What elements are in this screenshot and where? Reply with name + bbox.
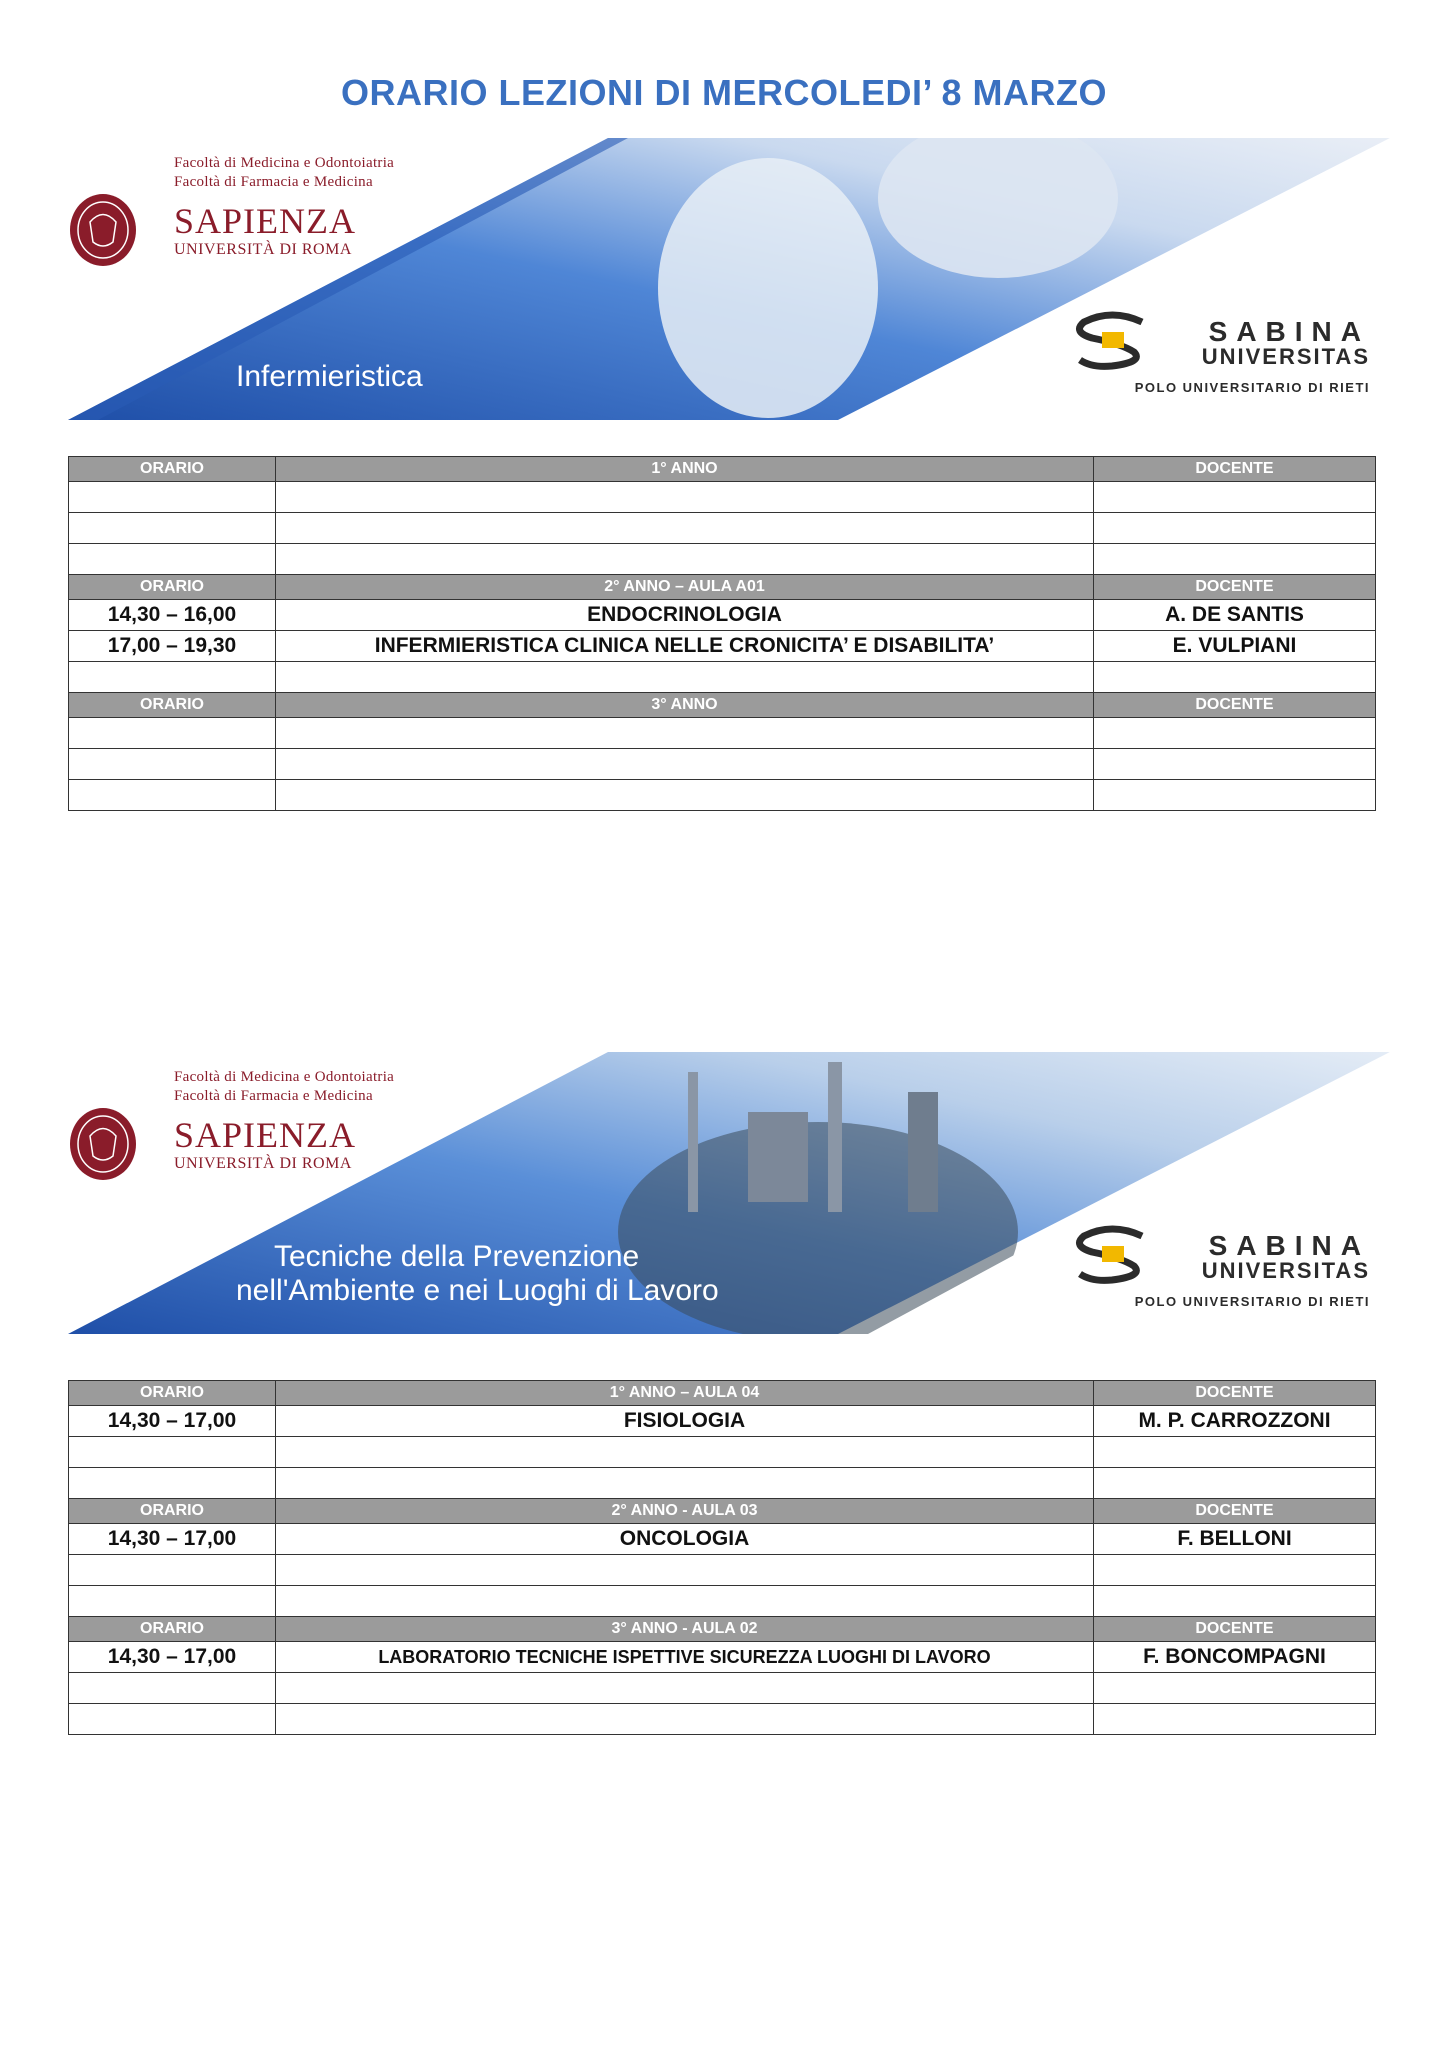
university-sub: UNIVERSITÀ DI ROMA bbox=[174, 241, 352, 258]
faculty-line1: Facoltà di Medicina e Odontoiatria bbox=[174, 155, 395, 171]
header-docente: DOCENTE bbox=[1094, 1499, 1376, 1524]
table-row bbox=[69, 1586, 1376, 1617]
sabina-logo-icon bbox=[1072, 1224, 1152, 1284]
cell-materia bbox=[276, 482, 1094, 513]
cell-materia: FISIOLOGIA bbox=[276, 1406, 1094, 1437]
sapienza-seal-icon bbox=[68, 1106, 138, 1182]
header-docente: DOCENTE bbox=[1094, 457, 1376, 482]
cell-docente bbox=[1094, 662, 1376, 693]
cell-orario bbox=[69, 482, 276, 513]
banner-infermieristica bbox=[68, 138, 1390, 420]
cell-docente bbox=[1094, 1704, 1376, 1735]
cell-orario: 14,30 – 17,00 bbox=[69, 1406, 276, 1437]
cell-docente bbox=[1094, 513, 1376, 544]
course-title-line1: Tecniche della Prevenzione bbox=[274, 1240, 640, 1273]
table-row bbox=[69, 1406, 1376, 1437]
table-row bbox=[69, 780, 1376, 811]
cell-materia bbox=[276, 749, 1094, 780]
schedule-table-tecniche-prevenzione bbox=[68, 1380, 1376, 1735]
cell-orario: 14,30 – 16,00 bbox=[69, 600, 276, 631]
university-name: SAPIENZA bbox=[174, 201, 357, 241]
cell-materia: ONCOLOGIA bbox=[276, 1524, 1094, 1555]
faculty-line2: Facoltà di Farmacia e Medicina bbox=[174, 174, 373, 190]
cell-orario bbox=[69, 1555, 276, 1586]
cell-orario bbox=[69, 718, 276, 749]
header-docente: DOCENTE bbox=[1094, 1617, 1376, 1642]
cell-docente bbox=[1094, 482, 1376, 513]
header-orario: ORARIO bbox=[69, 693, 276, 718]
cell-materia bbox=[276, 1704, 1094, 1735]
table-row bbox=[69, 513, 1376, 544]
header-orario: ORARIO bbox=[69, 1381, 276, 1406]
header-orario: ORARIO bbox=[69, 457, 276, 482]
table-header-row bbox=[69, 693, 1376, 718]
cell-materia bbox=[276, 662, 1094, 693]
table-header-row bbox=[69, 1381, 1376, 1406]
cell-docente bbox=[1094, 544, 1376, 575]
cell-materia: LABORATORIO TECNICHE ISPETTIVE SICUREZZA LUOGHI DI LAVORO bbox=[276, 1642, 1094, 1673]
cell-docente bbox=[1094, 1555, 1376, 1586]
table-row bbox=[69, 1468, 1376, 1499]
header-anno: 1° ANNO – AULA 04 bbox=[276, 1381, 1094, 1406]
faculty-line2: Facoltà di Farmacia e Medicina bbox=[174, 1088, 373, 1104]
table-row bbox=[69, 482, 1376, 513]
cell-docente bbox=[1094, 1468, 1376, 1499]
cell-docente bbox=[1094, 1437, 1376, 1468]
header-orario: ORARIO bbox=[69, 1617, 276, 1642]
partner-name1: SABINA bbox=[1208, 1230, 1370, 1261]
cell-materia bbox=[276, 780, 1094, 811]
cell-docente: F. BELLONI bbox=[1094, 1524, 1376, 1555]
table-row bbox=[69, 1704, 1376, 1735]
partner-name1: SABINA bbox=[1208, 316, 1370, 347]
cell-orario bbox=[69, 544, 276, 575]
table-row bbox=[69, 1437, 1376, 1468]
table-header-row bbox=[69, 1617, 1376, 1642]
cell-materia: INFERMIERISTICA CLINICA NELLE CRONICITA’ E DISABILITA’ bbox=[276, 631, 1094, 662]
cell-materia bbox=[276, 513, 1094, 544]
cell-docente: F. BONCOMPAGNI bbox=[1094, 1642, 1376, 1673]
cell-materia bbox=[276, 1468, 1094, 1499]
sabina-logo-icon bbox=[1072, 310, 1152, 370]
cell-materia bbox=[276, 1437, 1094, 1468]
course-title-line2: nell'Ambiente e nei Luoghi di Lavoro bbox=[236, 1274, 719, 1307]
cell-docente bbox=[1094, 780, 1376, 811]
faculty-line1: Facoltà di Medicina e Odontoiatria bbox=[174, 1069, 395, 1085]
cell-docente: A. DE SANTIS bbox=[1094, 600, 1376, 631]
cell-orario bbox=[69, 1437, 276, 1468]
table-row bbox=[69, 1642, 1376, 1673]
header-anno: 2° ANNO - AULA 03 bbox=[276, 1499, 1094, 1524]
table-row bbox=[69, 631, 1376, 662]
cell-orario bbox=[69, 749, 276, 780]
header-anno: 3° ANNO - AULA 02 bbox=[276, 1617, 1094, 1642]
course-title-1: Infermieristica bbox=[236, 360, 423, 393]
header-docente: DOCENTE bbox=[1094, 575, 1376, 600]
header-docente: DOCENTE bbox=[1094, 1381, 1376, 1406]
cell-orario: 14,30 – 17,00 bbox=[69, 1524, 276, 1555]
cell-orario bbox=[69, 1468, 276, 1499]
cell-orario bbox=[69, 1704, 276, 1735]
cell-materia bbox=[276, 718, 1094, 749]
cell-docente: E. VULPIANI bbox=[1094, 631, 1376, 662]
university-name: SAPIENZA bbox=[174, 1115, 357, 1155]
table-header-row bbox=[69, 457, 1376, 482]
table-row bbox=[69, 1673, 1376, 1704]
table-row bbox=[69, 1524, 1376, 1555]
header-docente: DOCENTE bbox=[1094, 693, 1376, 718]
partner-name2: UNIVERSITAS bbox=[1201, 1258, 1370, 1283]
schedule-table-infermieristica bbox=[68, 456, 1376, 811]
partner-name3: POLO UNIVERSITARIO DI RIETI bbox=[1134, 1294, 1370, 1309]
cell-docente bbox=[1094, 718, 1376, 749]
cell-orario bbox=[69, 662, 276, 693]
table-row bbox=[69, 662, 1376, 693]
university-sub: UNIVERSITÀ DI ROMA bbox=[174, 1155, 352, 1172]
cell-orario: 17,00 – 19,30 bbox=[69, 631, 276, 662]
cell-orario bbox=[69, 780, 276, 811]
cell-docente: M. P. CARROZZONI bbox=[1094, 1406, 1376, 1437]
header-orario: ORARIO bbox=[69, 575, 276, 600]
table-header-row bbox=[69, 1499, 1376, 1524]
cell-docente bbox=[1094, 1673, 1376, 1704]
cell-materia: ENDOCRINOLOGIA bbox=[276, 600, 1094, 631]
table-row bbox=[69, 718, 1376, 749]
table-row bbox=[69, 544, 1376, 575]
header-anno: 3° ANNO bbox=[276, 693, 1094, 718]
cell-materia bbox=[276, 544, 1094, 575]
cell-orario bbox=[69, 1586, 276, 1617]
cell-orario: 14,30 – 17,00 bbox=[69, 1642, 276, 1673]
cell-orario bbox=[69, 513, 276, 544]
table-row bbox=[69, 600, 1376, 631]
banner-tecniche-prevenzione bbox=[68, 1052, 1390, 1334]
table-row bbox=[69, 1555, 1376, 1586]
cell-docente bbox=[1094, 749, 1376, 780]
partner-name2: UNIVERSITAS bbox=[1201, 344, 1370, 369]
sapienza-seal-icon bbox=[68, 192, 138, 268]
cell-docente bbox=[1094, 1586, 1376, 1617]
header-anno: 2° ANNO – AULA A01 bbox=[276, 575, 1094, 600]
header-orario: ORARIO bbox=[69, 1499, 276, 1524]
cell-orario bbox=[69, 1673, 276, 1704]
cell-materia bbox=[276, 1586, 1094, 1617]
table-header-row bbox=[69, 575, 1376, 600]
cell-materia bbox=[276, 1673, 1094, 1704]
header-anno: 1° ANNO bbox=[276, 457, 1094, 482]
partner-name3: POLO UNIVERSITARIO DI RIETI bbox=[1134, 380, 1370, 395]
page-title: ORARIO LEZIONI DI MERCOLEDI’ 8 MARZO bbox=[340, 72, 1108, 113]
cell-materia bbox=[276, 1555, 1094, 1586]
table-row bbox=[69, 749, 1376, 780]
